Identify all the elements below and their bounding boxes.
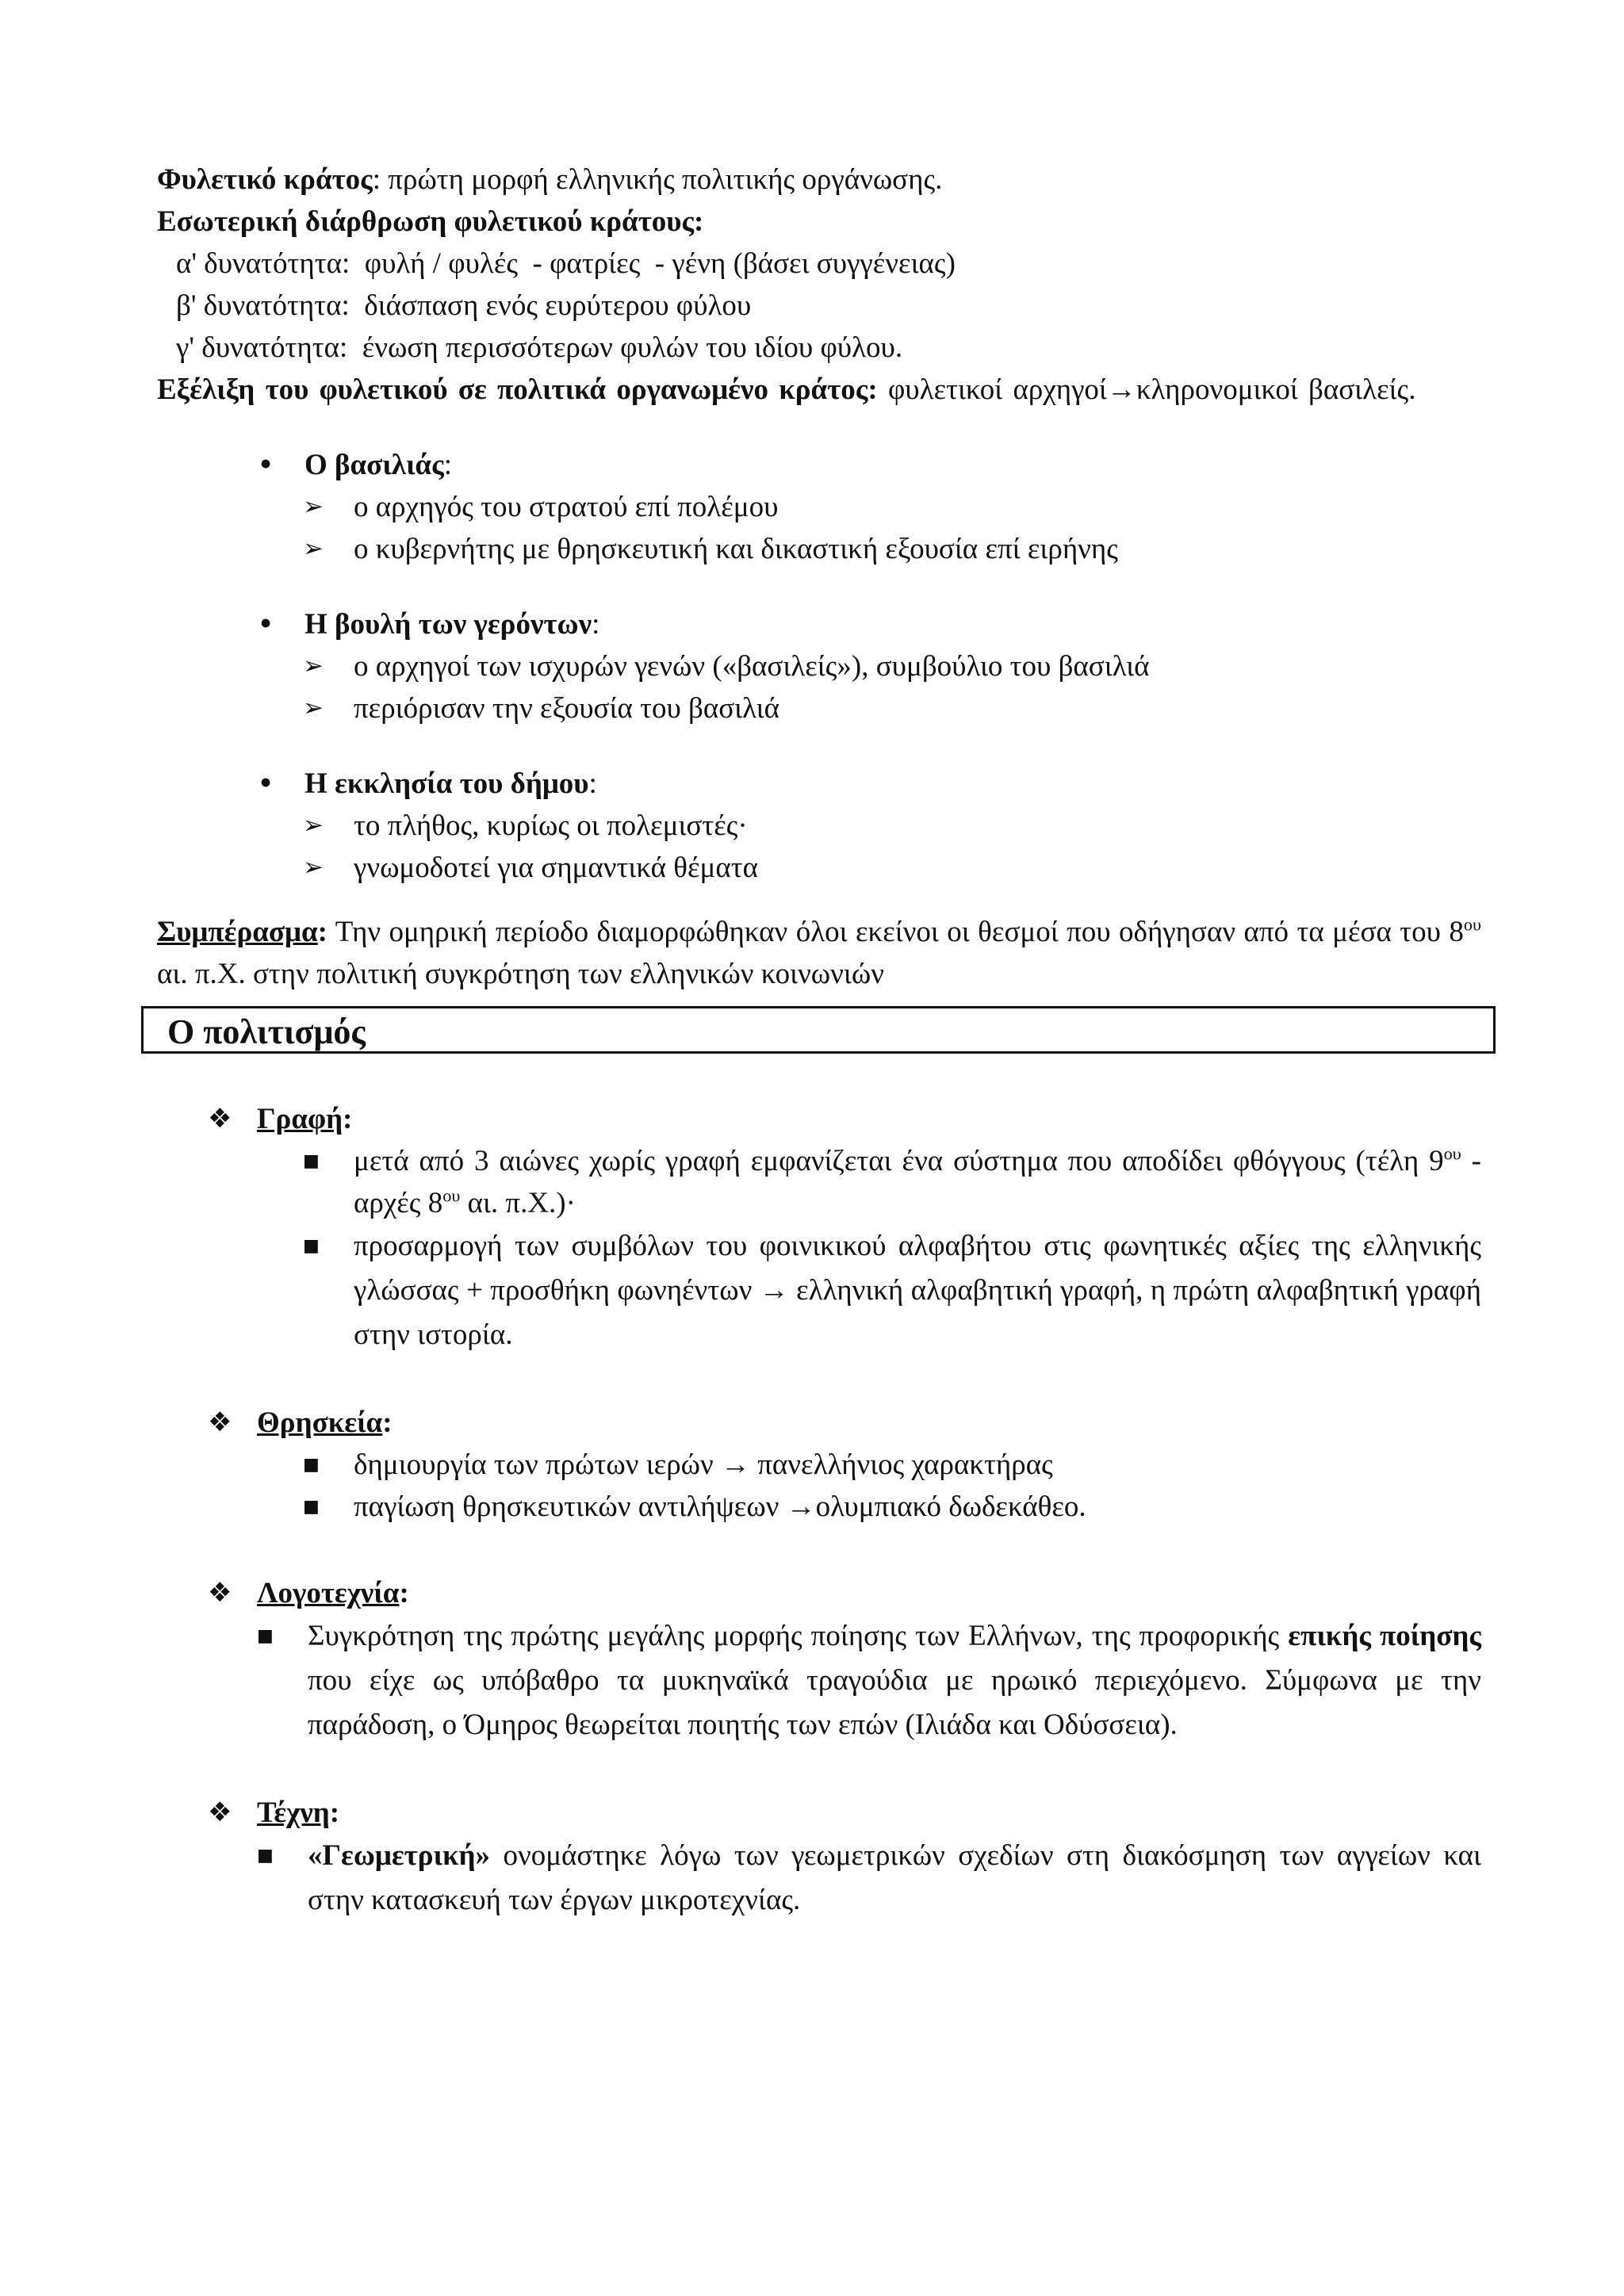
institution-title: Η βουλή των γερόντων (304, 608, 592, 641)
topic-title: Θρησκεία (257, 1406, 383, 1439)
option-2: β' δυνατότητα: διάσπαση ενός ευρύτερου φύλου (176, 289, 752, 322)
list-item: ■ μετά από 3 αιώνες χωρίς γραφή εμφανίζεται ένα σύστημα που αποδίδει φθόγγους (τέλη $9^{o\upsilon}$ - αρχές $8^{o\upsilon}$ αι. π.Χ.)· (301, 1140, 1481, 1224)
topic-title: Γραφή (257, 1103, 343, 1135)
institution-title: Η εκκλησία του δήμου (304, 767, 589, 800)
list-item: ➢ περιόρισαν την εξουσία του βασιλιά (254, 687, 1481, 729)
institution-assembly: • Η εκκλησία του δήμου: ➢ το πλήθος, κυρίως οι πολεμιστές· ➢ γνωμοδοτεί για σημαντικά θέματα (254, 763, 1481, 889)
four-diamond-bullet-icon: ❖ (208, 1103, 232, 1135)
topic-title: Τέχνη (257, 1797, 330, 1829)
section-title-box (141, 1006, 1496, 1054)
square-bullet-icon: ■ (303, 1151, 320, 1171)
bullet-icon: • (257, 767, 274, 801)
square-bullet-icon: ■ (257, 1626, 274, 1646)
institution-title: Ο βασιλιάς (304, 449, 444, 481)
document-page (157, 159, 1481, 1923)
arrowhead-bullet-icon: ➢ (303, 652, 324, 680)
list-item: ■ δημιουργία των πρώτων ιερών → πανελλήνιος χαρακτήρας (301, 1444, 1481, 1486)
list-item: ■ παγίωση θρησκευτικών αντιλήψεων →ολυμπιακό δωδεκάθεο. (301, 1486, 1481, 1528)
arrowhead-bullet-icon: ➢ (303, 694, 324, 722)
bullet-icon: • (257, 607, 274, 641)
arrowhead-bullet-icon: ➢ (303, 853, 324, 882)
institution-council: • Η βουλή των γερόντων: ➢ ο αρχηγοί των ισχυρών γενών («βασιλείς»), συμβούλιο του βασιλιά ➢ περιόρισαν την εξουσία του βασιλιά (254, 603, 1481, 729)
conclusion-paragraph: Συμπέρασμα: Την ομηρική περίοδο διαμορφώθηκαν όλοι εκείνοι οι θεσμοί που οδήγησαν από τα μέσα του $8^{o\upsilon}$ αι. π.Χ. στην πολιτική συγκρότηση των ελληνικών κοινωνιών (157, 914, 1481, 990)
list-item: ➢ ο κυβερνήτης με θρησκευτική και δικαστική εξουσία επί ειρήνης (254, 528, 1481, 570)
four-diamond-bullet-icon: ❖ (208, 1577, 232, 1609)
topic-religion: ❖ Θρησκεία: (157, 1402, 1481, 1444)
list-item: ■ προσαρμογή των συμβόλων του φοινικικού αλφαβήτου στις φωνητικές αξίες της ελληνικής γλώσσας + προσθήκη φωνηέντων → ελληνική αλφαβητική γραφή, η πρώτη αλφαβητική γραφή στην ιστορία. (301, 1224, 1481, 1357)
topic-title: Λογοτεχνία (257, 1577, 400, 1609)
topic-literature: ❖ Λογοτεχνία: (157, 1572, 1481, 1614)
literature-list (255, 1614, 1481, 1747)
writing-list (301, 1140, 1481, 1357)
topic-art: ❖ Τέχνη: (157, 1792, 1481, 1834)
internal-structure-heading: Εσωτερική διάρθρωση φυλετικού κράτους: (157, 205, 704, 238)
arrowhead-bullet-icon: ➢ (303, 811, 324, 840)
list-item: ➢ ο αρχηγοί των ισχυρών γενών («βασιλείς»), συμβούλιο του βασιλιά (254, 645, 1481, 687)
tribal-state-definition: Φυλετικό κράτος: πρώτη μορφή ελληνικής πολιτικής οργάνωσης. (157, 163, 943, 196)
option-1: α' δυνατότητα: φυλή / φυλές - φατρίες - γένη (βάσει συγγένειας) (176, 247, 956, 280)
tribal-state-term: Φυλετικό κράτος (157, 163, 373, 196)
option-3: γ' δυνατότητα: ένωση περισσότερων φυλών του ιδίου φύλου. (176, 331, 903, 364)
institution-king: • Ο βασιλιάς: ➢ ο αρχηγός του στρατού επί πολέμου ➢ ο κυβερνήτης με θρησκευτική και δικαστική εξουσία επί ειρήνης (254, 444, 1481, 570)
arrowhead-bullet-icon: ➢ (303, 492, 324, 521)
arrowhead-bullet-icon: ➢ (303, 534, 324, 563)
four-diamond-bullet-icon: ❖ (208, 1406, 232, 1438)
list-item: ■ «Γεωμετρική» ονομάστηκε λόγω των γεωμετρικών σχεδίων στη διακόσμηση των αγγείων και στην κατασκευή των έργων μικροτεχνίας. (255, 1834, 1481, 1923)
bullet-icon: • (257, 448, 274, 482)
square-bullet-icon: ■ (303, 1236, 320, 1256)
topic-writing: ❖ Γραφή: (157, 1098, 1481, 1140)
section-title: Ο πολιτισμός (167, 1012, 366, 1051)
conclusion-label: Συμπέρασμα (157, 916, 318, 948)
four-diamond-bullet-icon: ❖ (208, 1797, 232, 1828)
square-bullet-icon: ■ (257, 1846, 274, 1866)
list-item: ■ Συγκρότηση της πρώτης μεγάλης μορφής ποίησης των Ελλήνων, της προφορικής επικής ποίησης που είχε ως υπόβαθρο τα μυκηναϊκά τραγούδια με ηρωικό περιεχόμενο. Σύμφωνα με την παράδοση, ο Όμηρος θεωρείται ποιητής των επών (Ιλιάδα και Οδύσσεια). (255, 1614, 1481, 1747)
square-bullet-icon: ■ (303, 1455, 320, 1475)
religion-list (301, 1444, 1481, 1528)
evolution-paragraph: Εξέλιξη του φυλετικού σε πολιτικά οργανωμένο κράτος: φυλετικοί αρχηγοί→κληρονομικοί βασιλείς. (157, 373, 1416, 406)
square-bullet-icon: ■ (303, 1497, 320, 1517)
list-item: ➢ γνωμοδοτεί για σημαντικά θέματα (254, 847, 1481, 889)
art-list (255, 1834, 1481, 1923)
list-item: ➢ το πλήθος, κυρίως οι πολεμιστές· (254, 805, 1481, 847)
list-item: ➢ ο αρχηγός του στρατού επί πολέμου (254, 486, 1481, 528)
